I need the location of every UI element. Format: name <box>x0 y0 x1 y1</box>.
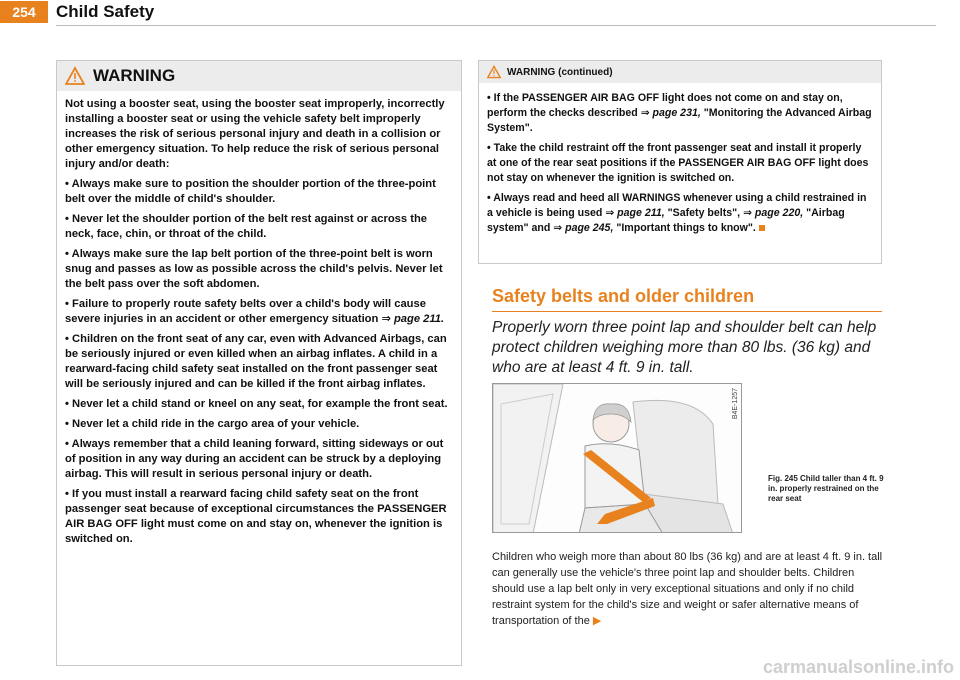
header-divider <box>56 25 936 26</box>
page-link-220[interactable]: ⇒ page 220, <box>743 207 804 219</box>
figure-code: B4E-1257 <box>732 388 739 420</box>
warning-bullet: • Never let the shoulder portion of the belt rest against or across the neck, face, chin, or throat of the child. <box>65 212 453 242</box>
figure-caption: Fig. 245 Child taller than 4 ft. 9 in. properly restrained on the rear seat <box>768 474 884 503</box>
page-link-245[interactable]: ⇒ page 245, <box>553 222 614 234</box>
warning-bullet: • Always remember that a child leaning forward, sitting sideways or out of position in any way during an accident can be struck by a deploying airbag. This will result in serious personal injury or death. <box>65 437 453 482</box>
page-link-211[interactable]: ⇒ page 211, <box>605 207 665 219</box>
next-page-arrow-icon[interactable]: ▶ <box>592 615 602 627</box>
warning-continued-body <box>479 83 881 236</box>
warning-box <box>56 60 462 666</box>
warning-bullet: • Take the child restraint off the front passenger seat and install it properly at one of the rear seat positions if the PASSENGER AIR BAG OFF light does not stay on whenever the ignition is switched on. <box>487 141 873 186</box>
warning-bullet-failure <box>65 297 453 327</box>
bullet-text: "Safety belts", <box>667 207 741 219</box>
warning-bullet: • Never let a child ride in the cargo area of your vehicle. <box>65 417 453 432</box>
body-text: Children who weigh more than about 80 lbs (36 kg) and are at least 4 ft. 9 in. tall can generally use the vehicle's three point lap and shoulder belts. Children should use a lap belt only in very exceptional situations and only if no child restraint system for the child's size and weight or safer alternative means of transportation of the <box>492 551 883 627</box>
page-link-211[interactable]: ⇒ page 211. <box>381 313 445 325</box>
warning-bullet <box>487 191 873 236</box>
warning-bullet: • If you must install a rearward facing child safety seat on the front passenger seat because of exceptional circumstances the PASSENGER AIR BAG OFF light must come on and stay on, whenever the ignition is switched on. <box>65 487 453 547</box>
warning-bullet: • Never let a child stand or kneel on any seat, for example the front seat. <box>65 397 453 412</box>
section-title: Safety belts and older children <box>492 286 755 306</box>
warning-header <box>57 61 461 91</box>
chapter-title: Child Safety <box>56 2 155 21</box>
bullet-text: If the PASSENGER AIR BAG OFF light does not come on and stay on, perform the checks described <box>487 92 843 119</box>
failure-text: Failure to properly route safety belts over a child's body will cause severe injuries in an accident or other emergency situation <box>65 298 426 325</box>
figure-child-in-seat <box>492 383 742 533</box>
bullet-text: "Airbag system" and <box>487 207 845 234</box>
bullet-text: Always read and heed all WARNINGS whenever using a child restrained in a vehicle is being used <box>487 192 867 219</box>
page-header <box>0 0 960 26</box>
warning-bullet: • Always make sure to position the shoulder portion of the three-point belt over the middle of child's shoulder. <box>65 177 453 207</box>
warning-body <box>57 91 461 547</box>
warning-intro: Not using a booster seat, using the booster seat improperly, incorrectly installing a booster seat or using the vehicle safety belt improperly increases the risk of serious personal injury and death in a collision or other emergency situation. To help reduce the risk of serious personal injury and/or death: <box>65 98 445 170</box>
end-marker <box>759 225 765 231</box>
page-link-231[interactable]: ⇒ page 231, <box>640 107 701 119</box>
child-seat-illustration <box>493 384 742 533</box>
warning-triangle-icon <box>487 65 501 79</box>
warning-bullet <box>487 91 873 136</box>
section-intro: Properly worn three point lap and shoulder belt can help protect children weighing more than 80 lbs. (36 kg) and who are at least 4 ft. 9 in. tall. <box>492 319 877 376</box>
warning-continued-box <box>478 60 882 264</box>
warning-bullet: • Children on the front seat of any car, even with Advanced Airbags, can be seriously injured or even killed when an airbag inflates. A child in a rearward-facing child safety seat installed on the front passenger seat will be seriously injured and can be killed if the front airbag inflates. <box>65 332 453 392</box>
bullet-text: "Monitoring the Advanced Airbag System". <box>487 107 872 134</box>
body-paragraph <box>492 549 888 629</box>
warning-continued-header <box>479 61 881 83</box>
bullet-text: "Important things to know". <box>616 222 756 234</box>
watermark: carmanualsonline.info <box>762 657 954 677</box>
warning-title: WARNING <box>93 66 176 85</box>
warning-triangle-icon <box>65 66 85 86</box>
warning-continued-title: WARNING (continued) <box>507 66 613 78</box>
page-number: 254 <box>0 1 48 23</box>
section-divider <box>492 311 882 312</box>
warning-bullet: • Always make sure the lap belt portion of the three-point belt is worn snug and passes as low as possible across the child's pelvis. Never let the belt pass over the soft abdomen. <box>65 247 453 292</box>
